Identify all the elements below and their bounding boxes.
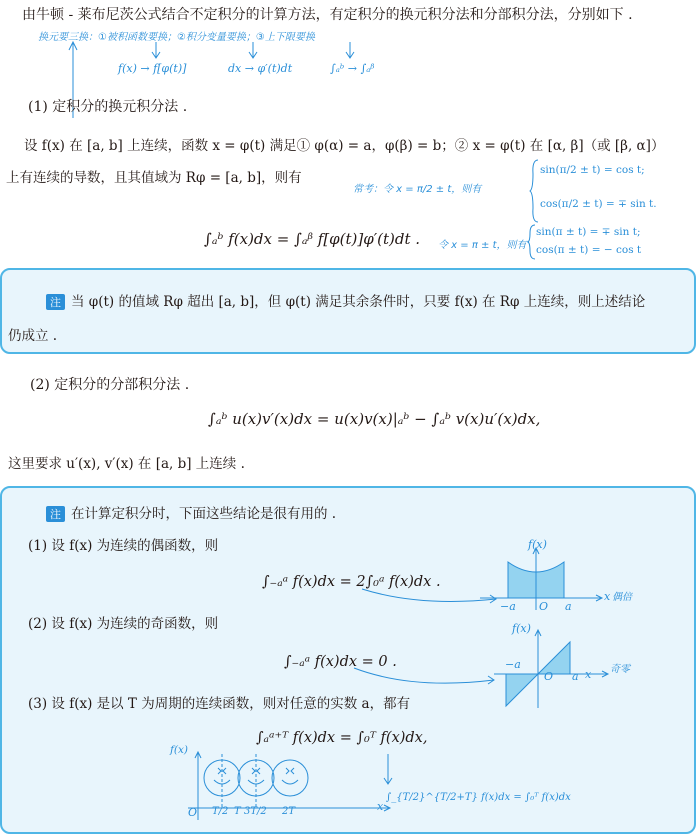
period-label-T2: T/2: [212, 806, 229, 817]
note1-text: 当 φ(t) 的值域 Rφ 超出 [a, b]，但 φ(t) 满足其余条件时，只要 f(x) 在 Rφ 上连续，则上述结论: [71, 294, 646, 310]
note2-item3: (3) 设 f(x) 是以 T 为周期的连续函数，则对任意的实数 a，都有: [28, 696, 411, 712]
period-label-T: T: [234, 806, 241, 817]
odd-graph-neg-a: −a: [505, 658, 521, 671]
periodic-graph-fx: f(x): [170, 744, 189, 756]
aside-pi-sin: sin(π ± t) = ∓ sin t;: [536, 226, 641, 238]
note2-item1: (1) 设 f(x) 为连续的偶函数，则: [28, 538, 219, 554]
even-graph-x: x: [604, 590, 611, 603]
periodic-graph-O: O: [188, 806, 198, 819]
odd-function-graph: [480, 624, 630, 710]
aside-cos: cos(π/2 ± t) = ∓ sin t.: [540, 198, 657, 210]
section1-formula: ∫ₐᵇ f(x)dx = ∫ₐᵝ f[φ(t)]φ′(t)dt .: [204, 230, 421, 248]
note-box-1: [0, 268, 696, 354]
note1-line2: 仍成立 .: [8, 328, 58, 344]
section2-formula: ∫ₐᵇ u(x)v′(x)dx = u(x)v(x)|ₐᵇ − ∫ₐᵇ v(x)u′(x)dx,: [208, 410, 541, 428]
note2-intro: 在计算定积分时，下面这些结论是很有用的 .: [71, 506, 337, 522]
odd-graph-x: x: [585, 668, 592, 681]
label-odd: 奇零: [610, 664, 630, 675]
odd-graph-O: O: [544, 670, 554, 683]
note1-line1: [46, 290, 645, 310]
aside-pi-cos: cos(π ± t) = − cos t: [536, 244, 642, 256]
odd-graph-a: a: [572, 670, 579, 683]
aside-brace-1: [530, 158, 540, 224]
aside-brace-2: [528, 224, 536, 260]
period-label-2T: 2T: [282, 806, 296, 817]
even-arrow: [360, 585, 500, 607]
note-tag: 注: [46, 294, 65, 310]
aside-sin: sin(π/2 ± t) = cos t;: [540, 164, 645, 176]
section1-text-b: 上有连续的导数，且其值域为 Rφ = [a, b]，则有: [6, 170, 302, 186]
label-even: 偶倍: [612, 592, 632, 603]
even-graph-O: O: [539, 600, 549, 613]
note2-formula2: ∫₋ₐᵃ f(x)dx = 0 .: [284, 654, 397, 670]
even-graph-neg-a: −a: [500, 600, 516, 613]
section1-text-a: 设 f(x) 在 [a, b] 上连续，函数 x = φ(t) 满足① φ(α) = a，φ(β) = b；② x = φ(t) 在 [α, β]（或 [β, α]）: [24, 138, 665, 154]
note2-item2: (2) 设 f(x) 为连续的奇函数，则: [28, 616, 219, 632]
periodic-graph-x: x: [377, 800, 384, 813]
hint-formula-3: ∫ₐᵇ → ∫ₐᵝ: [330, 62, 375, 75]
period-formula: ∫_{T/2}^{T/2+T} f(x)dx = ∫₀ᵀ f(x)dx: [386, 792, 571, 803]
hint-formula-1: f(x) → f[φ(t)]: [118, 62, 187, 75]
period-label-3T2: 3T/2: [244, 806, 267, 817]
section2-text: 这里要求 u′(x), v′(x) 在 [a, b] 上连续 .: [8, 456, 245, 472]
section2-title: (2) 定积分的分部积分法 .: [30, 377, 190, 393]
note2-formula1: ∫₋ₐᵃ f(x)dx = 2∫₀ᵃ f(x)dx .: [262, 574, 441, 590]
aside-pi: 令 x = π ± t，则有: [438, 240, 527, 251]
even-graph-a: a: [565, 600, 572, 613]
even-graph-fx: f(x): [528, 538, 547, 551]
hint-three-changes: 换元要三换：①被积函数要换；②积分变量要换；③上下限要换: [38, 32, 315, 43]
intro-text: 由牛顿 - 莱布尼茨公式结合不定积分的计算方法，有定积分的换元积分法和分部积分法，分别如下 .: [22, 7, 633, 23]
note-tag-2: 注: [46, 506, 65, 522]
note2-formula3: ∫ₐᵃ⁺ᵀ f(x)dx = ∫₀ᵀ f(x)dx,: [256, 730, 428, 746]
period-arrow: [380, 754, 396, 788]
odd-arrow: [352, 664, 498, 690]
aside-common: 常考：令 x = π/2 ± t，则有: [353, 184, 482, 195]
section1-title: (1) 定积分的换元积分法 .: [28, 99, 188, 115]
hint-formula-2: dx → φ′(t)dt: [228, 62, 293, 75]
odd-graph-fx: f(x): [512, 622, 531, 635]
note2-intro-line: [46, 502, 336, 522]
